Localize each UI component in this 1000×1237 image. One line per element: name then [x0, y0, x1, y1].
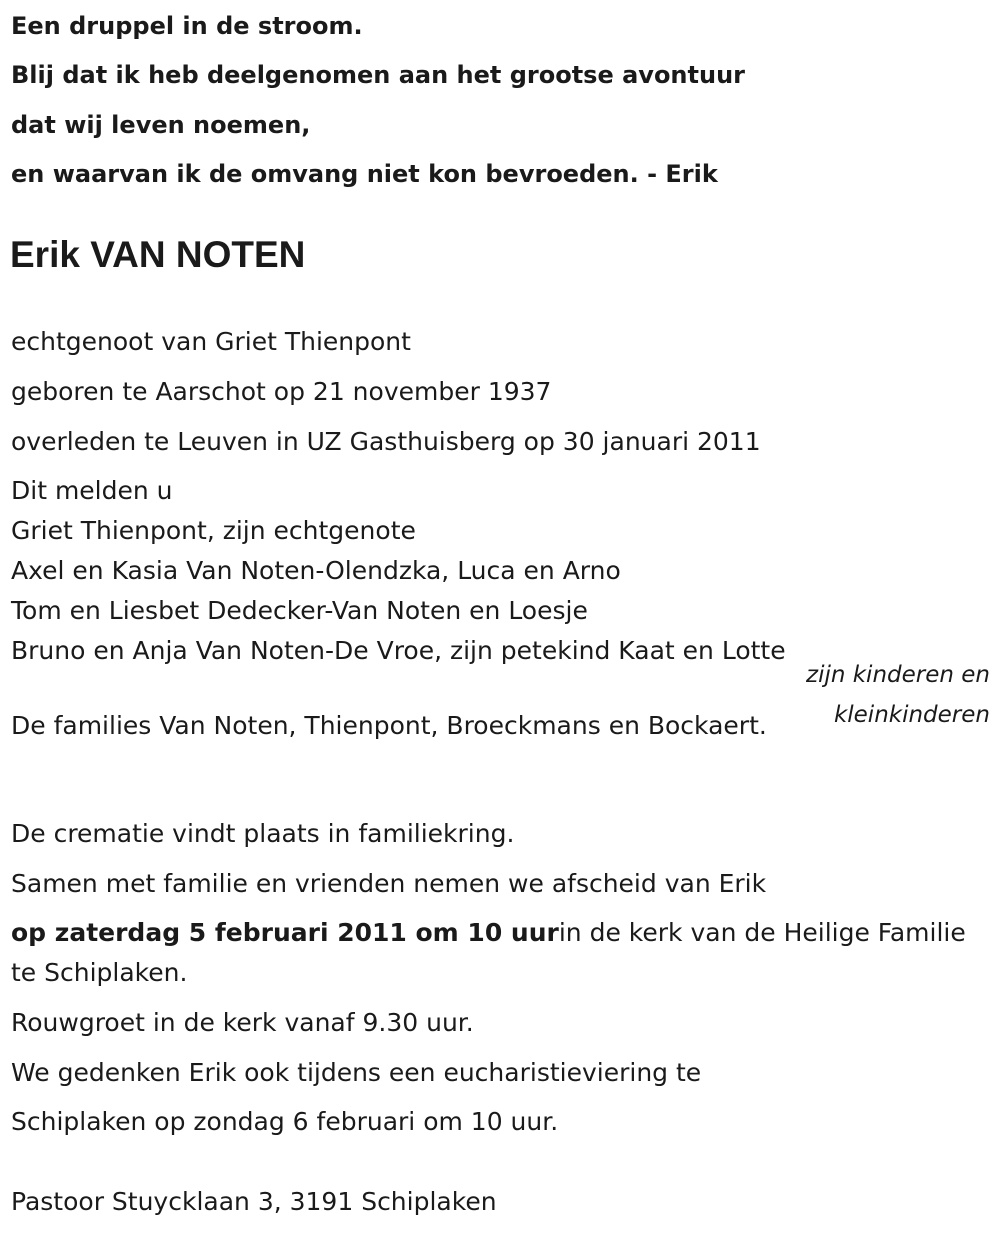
farewell-line: Samen met familie en vrienden nemen we afscheid van Erik: [11, 869, 767, 898]
deceased-name: Erik VAN NOTEN: [10, 234, 306, 275]
cremation-line: De crematie vindt plaats in familiekring.: [11, 819, 515, 848]
poem-line-3: dat wij leven noemen,: [11, 111, 311, 139]
poem-line-1: Een druppel in de stroom.: [11, 12, 363, 40]
condolences-line: Rouwgroet in de kerk vanaf 9.30 uur.: [11, 1008, 474, 1037]
spouse-line: echtgenoot van Griet Thienpont: [11, 327, 411, 356]
ceremony-location-part2: te Schiplaken.: [11, 958, 188, 987]
poem-line-2: Blij dat ik heb deelgenomen aan het grootse avontuur: [11, 61, 745, 89]
family-line-2: Axel en Kasia Van Noten-Olendzka, Luca en Arno: [11, 556, 621, 585]
families-line: De families Van Noten, Thienpont, Broeckmans en Bockaert.: [11, 711, 767, 740]
announcement-intro: Dit melden u: [11, 476, 173, 505]
children-note-line-2: kleinkinderen: [833, 702, 990, 728]
ceremony-location-part1: in de kerk van de Heilige Familie: [558, 918, 966, 947]
death-line: overleden te Leuven in UZ Gasthuisberg op 30 januari 2011: [11, 427, 761, 456]
family-line-3: Tom en Liesbet Dedecker-Van Noten en Loesje: [11, 596, 588, 625]
family-line-4: Bruno en Anja Van Noten-De Vroe, zijn petekind Kaat en Lotte: [11, 636, 786, 665]
ceremony-date-line: [11, 918, 966, 948]
memorial-line-2: Schiplaken op zondag 6 februari om 10 uur.: [11, 1107, 559, 1136]
poem-line-4: en waarvan ik de omvang niet kon bevroeden. - Erik: [11, 160, 718, 188]
children-note-line-1: zijn kinderen en: [806, 662, 990, 688]
birth-line: geboren te Aarschot op 21 november 1937: [11, 377, 552, 406]
memorial-line-1: We gedenken Erik ook tijdens een eucharistieviering te: [11, 1058, 702, 1087]
address-line: Pastoor Stuycklaan 3, 3191 Schiplaken: [11, 1187, 497, 1216]
family-line-1: Griet Thienpont, zijn echtgenote: [11, 516, 416, 545]
ceremony-date: op zaterdag 5 februari 2011 om 10 uur: [11, 918, 559, 947]
